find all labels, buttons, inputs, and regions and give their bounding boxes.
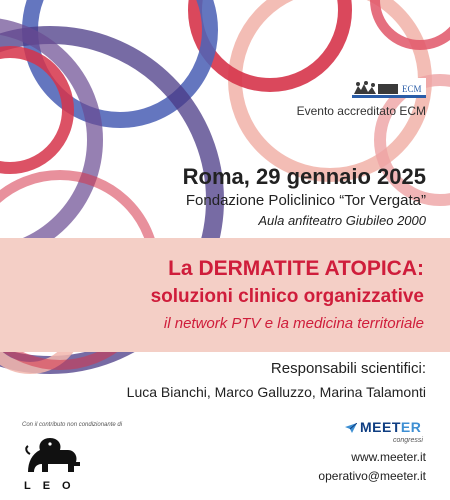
plane-icon bbox=[345, 423, 357, 433]
title-line-3: il network PTV e la medicina territoriale bbox=[163, 315, 424, 332]
event-venue: Fondazione Policlinico “Tor Vergata” bbox=[185, 192, 426, 209]
title-line-2: soluzioni clinico organizzative bbox=[150, 286, 424, 307]
meeter-logo-sub: congressi bbox=[393, 437, 423, 444]
meeter-logo-part1: MEET bbox=[360, 419, 401, 435]
organizer-website[interactable]: www.meeter.it bbox=[351, 450, 426, 464]
organizer-email[interactable]: operativo@meeter.it bbox=[318, 469, 426, 483]
meeter-logo-part2: ER bbox=[400, 419, 422, 435]
sponsor-note: Con il contributo non condizionante di bbox=[22, 422, 123, 428]
ecm-label: Evento accreditato ECM bbox=[296, 104, 426, 118]
sponsor-name: LEO bbox=[24, 480, 83, 492]
event-room: Aula anfiteatro Giubileo 2000 bbox=[258, 213, 426, 228]
title-line-1: La DERMATITE ATOPICA: bbox=[168, 257, 424, 280]
ecm-logo-icon bbox=[352, 78, 426, 98]
responsabili-names: Luca Bianchi, Marco Galluzzo, Marina Talamonti bbox=[126, 384, 426, 400]
lion-icon bbox=[22, 432, 86, 480]
event-date: Roma, 29 gennaio 2025 bbox=[182, 164, 426, 189]
meeter-logo bbox=[360, 419, 421, 435]
responsabili-label: Responsabili scientifici: bbox=[270, 360, 426, 377]
ecm-logo-text: ECM bbox=[402, 84, 422, 94]
